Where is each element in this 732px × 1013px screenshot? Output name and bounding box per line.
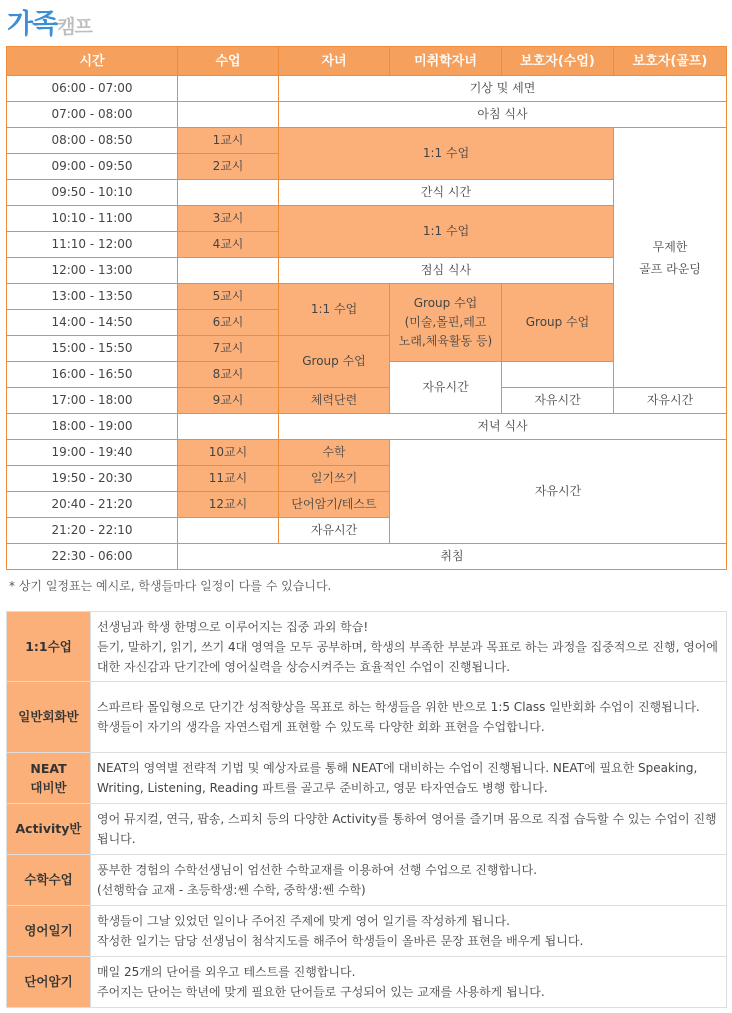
description-label: NEAT 대비반 (7, 753, 91, 804)
table-row (7, 102, 727, 128)
class-period-cell: 5교시 (178, 284, 279, 310)
description-table (6, 611, 727, 1008)
class-period-cell: 4교시 (178, 232, 279, 258)
description-text: 영어 뮤지컬, 연극, 팝송, 스피치 등의 다양한 Activity를 통하여 영어를 즐기며 몸으로 직접 습득할 수 있는 수업이 진행됩니다. (91, 804, 727, 855)
table-row (7, 414, 727, 440)
time-cell: 17:00 - 18:00 (7, 388, 178, 414)
activity-cell: 간식 시간 (279, 180, 614, 206)
class-period-cell: 8교시 (178, 362, 279, 388)
description-label: 영어일기 (7, 906, 91, 957)
time-cell: 22:30 - 06:00 (7, 544, 178, 570)
schedule-table (6, 46, 727, 570)
description-text: 선생님과 학생 한명으로 이루어지는 집중 과외 학습! 듣기, 말하기, 읽기, 쓰기 4대 영역을 모두 공부하며, 학생의 부족한 부분과 목표로 하는 과정을 집중적으로 진행, 영어에 대한 자신감과 단기간에 영어실력을 상승시켜주는 효율적인 수업이 진행됩니다. (91, 612, 727, 682)
time-cell: 13:00 - 13:50 (7, 284, 178, 310)
schedule-header-row (7, 47, 727, 76)
activity-cell: 1:1 수업 (279, 128, 614, 180)
child-cell: 자유시간 (279, 518, 390, 544)
activity-cell: 기상 및 세면 (279, 76, 727, 102)
activity-cell: 아침 식사 (279, 102, 727, 128)
description-row (7, 753, 727, 804)
time-cell: 18:00 - 19:00 (7, 414, 178, 440)
header-preschool: 미취학자녀 (390, 47, 502, 76)
child-cell: 1:1 수업 (279, 284, 390, 336)
child-cell: 일기쓰기 (279, 466, 390, 492)
preschool-cell: 자유시간 (502, 388, 614, 414)
table-row (7, 76, 727, 102)
description-text: 학생들이 그날 있었던 일이나 주어진 주제에 맞게 영어 일기를 작성하게 됩니다. 작성한 일기는 담당 선생님이 첨삭지도를 해주어 학생들이 올바른 문장 표현을 배우게 됩니다. (91, 906, 727, 957)
description-text: 매일 25개의 단어를 외우고 테스트를 진행합니다. 주어지는 단어는 학년에 맞게 필요한 단어들로 구성되어 있는 교재를 사용하게 됩니다. (91, 957, 727, 1008)
time-cell: 21:20 - 22:10 (7, 518, 178, 544)
table-row (7, 544, 727, 570)
header-class: 수업 (178, 47, 279, 76)
child-cell: 체력단련 (279, 388, 390, 414)
description-row (7, 804, 727, 855)
time-cell: 09:50 - 10:10 (7, 180, 178, 206)
time-cell: 20:40 - 21:20 (7, 492, 178, 518)
table-row (7, 128, 727, 154)
time-cell: 06:00 - 07:00 (7, 76, 178, 102)
description-row (7, 957, 727, 1008)
description-label: 일반회화반 (7, 682, 91, 753)
class-period-cell: 1교시 (178, 128, 279, 154)
page-title (7, 2, 92, 38)
activity-cell: 자유시간 (390, 440, 727, 544)
time-cell: 19:50 - 20:30 (7, 466, 178, 492)
class-period-cell: 2교시 (178, 154, 279, 180)
golf-free-cell: 자유시간 (614, 388, 727, 414)
activity-cell: 취침 (178, 544, 727, 570)
header-parent-class: 보호자(수업) (502, 47, 614, 76)
class-period-cell: 11교시 (178, 466, 279, 492)
time-cell: 11:10 - 12:00 (7, 232, 178, 258)
description-row (7, 682, 727, 753)
table-row (7, 388, 727, 414)
description-label: Activity반 (7, 804, 91, 855)
empty-cell (178, 518, 279, 544)
description-text: 스파르타 몰입형으로 단기간 성적향상을 목표로 하는 학생들을 위한 반으로 1:5 Class 일반회화 수업이 진행됩니다. 학생들이 자기의 생각을 자연스럽게 표현할 수 있도록 다양한 회화 표현을 수업합니다. (91, 682, 727, 753)
parent-class-cell: 자유시간 (390, 362, 502, 414)
class-period-cell: 12교시 (178, 492, 279, 518)
empty-cell (178, 414, 279, 440)
time-cell: 10:10 - 11:00 (7, 206, 178, 232)
class-period-cell: 7교시 (178, 336, 279, 362)
time-cell: 16:00 - 16:50 (7, 362, 178, 388)
class-period-cell: 3교시 (178, 206, 279, 232)
activity-cell: 저녁 식사 (279, 414, 727, 440)
description-text: 풍부한 경험의 수학선생님이 엄선한 수학교재를 이용하여 선행 수업으로 진행합니다. (선행학습 교재 - 초등학생:쎈 수학, 중학생:쎈 수학) (91, 855, 727, 906)
child-cell: Group 수업 (279, 336, 390, 388)
child-cell: 단어암기/테스트 (279, 492, 390, 518)
table-row (7, 440, 727, 466)
time-cell: 08:00 - 08:50 (7, 128, 178, 154)
description-label: 수학수업 (7, 855, 91, 906)
activity-cell: 점심 식사 (279, 258, 614, 284)
class-period-cell: 10교시 (178, 440, 279, 466)
empty-cell (178, 258, 279, 284)
header-time: 시간 (7, 47, 178, 76)
description-row (7, 612, 727, 682)
time-cell: 15:00 - 15:50 (7, 336, 178, 362)
description-label: 1:1수업 (7, 612, 91, 682)
header-child: 자녀 (279, 47, 390, 76)
time-cell: 14:00 - 14:50 (7, 310, 178, 336)
time-cell: 07:00 - 08:00 (7, 102, 178, 128)
time-cell: 09:00 - 09:50 (7, 154, 178, 180)
title-sub: 캠프 (57, 16, 92, 38)
preschool-cell: Group 수업 (미술,몰핀,레고 노래,체육활동 등) (390, 284, 502, 362)
description-text: NEAT의 영역별 전략적 기법 및 예상자료를 통해 NEAT에 대비하는 수업이 진행됩니다. NEAT에 필요한 Speaking, Writing, Listening, Reading 파트를 골고루 준비하고, 영문 타자연습도 병행 합니다. (91, 753, 727, 804)
parent-class-cell: Group 수업 (502, 284, 614, 362)
empty-cell (178, 102, 279, 128)
header-parent-golf: 보호자(골프) (614, 47, 727, 76)
description-label: 단어암기 (7, 957, 91, 1008)
time-cell: 12:00 - 13:00 (7, 258, 178, 284)
child-cell: 수학 (279, 440, 390, 466)
class-period-cell: 9교시 (178, 388, 279, 414)
schedule-note: * 상기 일정표는 예시로, 학생들마다 일정이 다를 수 있습니다. (9, 579, 332, 593)
empty-cell (178, 180, 279, 206)
activity-cell: 1:1 수업 (279, 206, 614, 258)
title-main: 가족 (7, 9, 58, 40)
empty-cell (178, 76, 279, 102)
golf-cell: 무제한 골프 라운딩 (614, 128, 727, 388)
class-period-cell: 6교시 (178, 310, 279, 336)
description-row (7, 906, 727, 957)
description-row (7, 855, 727, 906)
time-cell: 19:00 - 19:40 (7, 440, 178, 466)
